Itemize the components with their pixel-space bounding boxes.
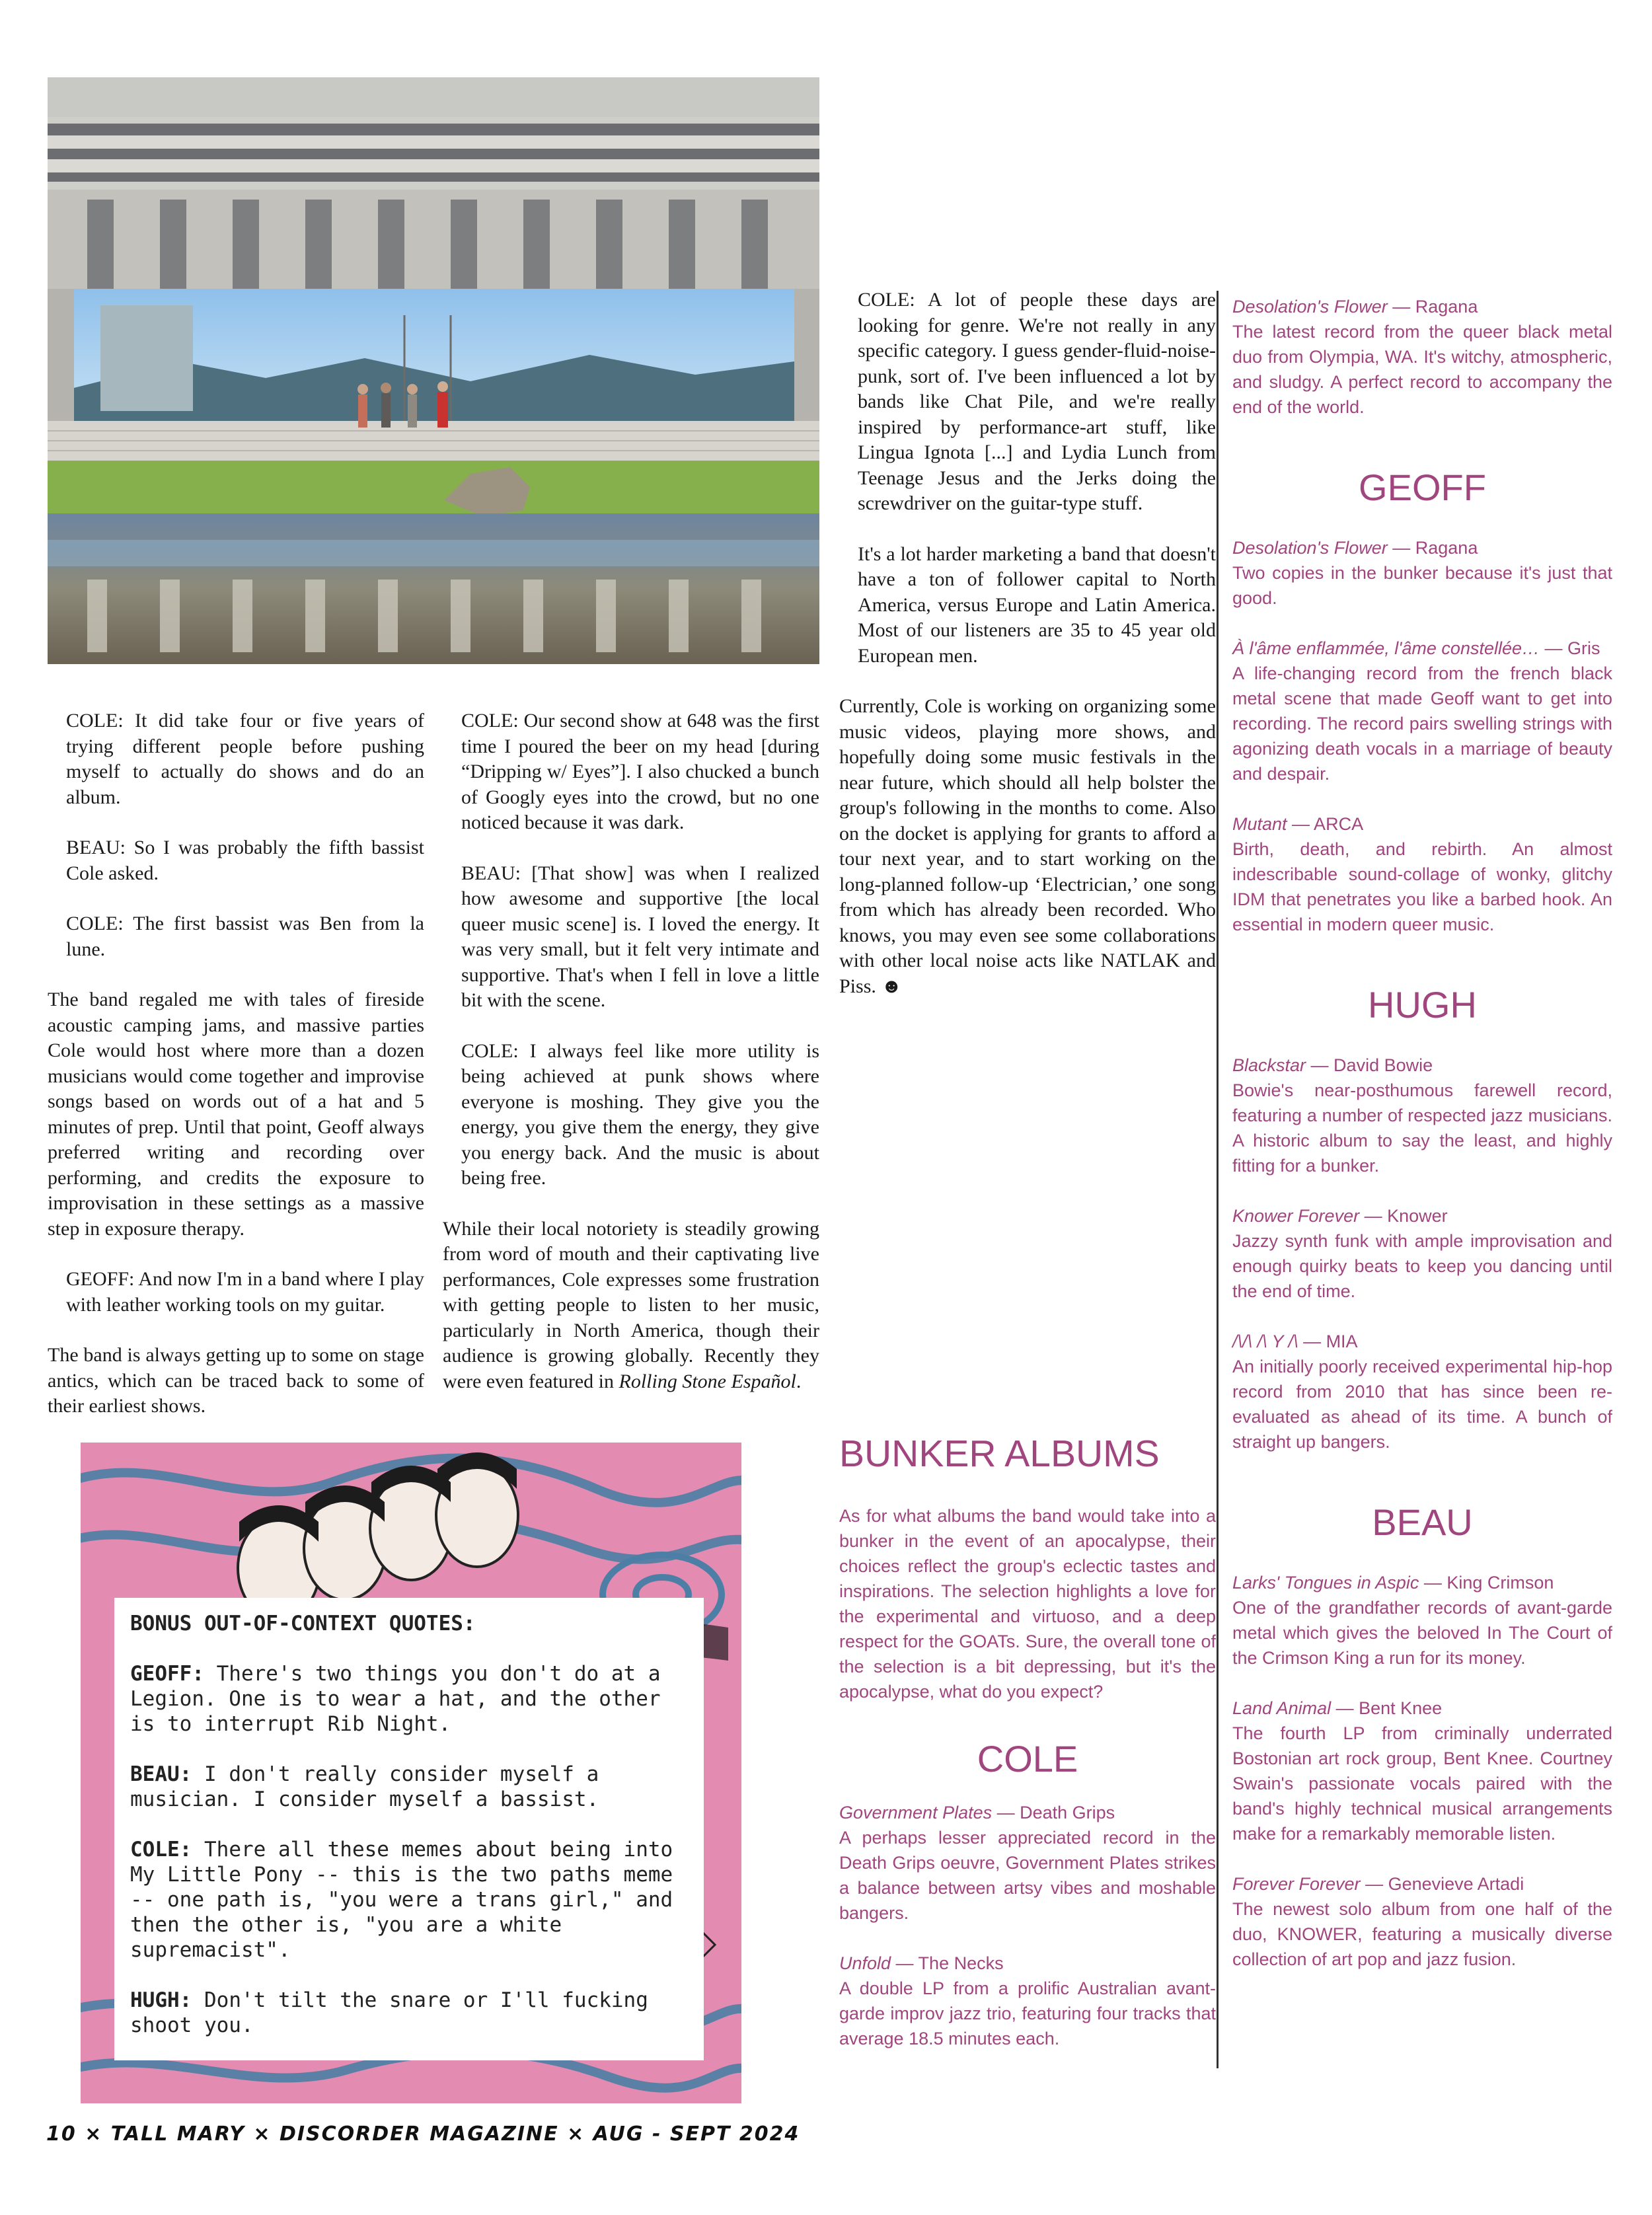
interview-quote: GEOFF: And now I'm in a band where I play with leather working tools on my guitar. <box>66 1268 424 1316</box>
end-mark-icon: ☻ <box>881 975 902 997</box>
interview-quote: COLE: A lot of people these days are looking for genre. We're not really in any specific category. I guess gender-fluid-noise-punk, sort of. I've been influenced a lot by bands like Chat Pile, and we're really inspired by performance-art stuff, like Lingua Ignota [...] and Lydia Lunch from Teenage Jesus and the Jerks doing the screwdriver on the guitar-type stuff. <box>858 289 1216 514</box>
album-entry: Land Animal — Bent Knee The fourth LP from criminally underrated Bostonian art rock group, Bent Knee. Courtney Swain's passionate vocals paired with the band's highly technical musical arrangements make for a remarkably memorable listen. <box>1232 1698 1612 1844</box>
album-entry: Larks' Tongues in Aspic — King Crimson One of the grandfather records of avant-garde metal which gives the beloved In The Court of the Crimson King a run for its money. <box>1232 1573 1612 1668</box>
hugh-heading: HUGH <box>1368 984 1477 1026</box>
interview-quote: COLE: It did take four or five years of trying different people before pushing myself to actually do shows and do an album. <box>66 710 424 808</box>
album-entry: Desolation's Flower — Ragana Two copies in the bunker because it's just that good. <box>1232 538 1612 608</box>
album-entry: Forever Forever — Genevieve Artadi The newest solo album from one half of the duo, KNOWER, featuring a musically diverse collection of art pop and jazz fusion. <box>1232 1874 1612 1969</box>
middle-column <box>443 708 819 1419</box>
bunker-right-column <box>1232 294 1612 1997</box>
magazine-title: Rolling Stone Español <box>619 1370 796 1392</box>
page-footer: 10 × TALL MARY × DISCORDER MAGAZINE × AUG - SEPT 2024 <box>46 2122 800 2146</box>
cole-heading: COLE <box>977 1738 1078 1780</box>
interview-quote: COLE: Our second show at 648 was the first time I poured the beer on my head [during “Dripping w/ Eyes”]. I also chucked a bunch of Googly eyes into the crowd, but no one noticed because it was dark. <box>461 710 819 833</box>
right-column-body <box>839 694 1216 1024</box>
album-entry: Blackstar — David Bowie Bowie's near-posthumous farewell record, featuring a number of respected jazz musicians. A historic album to say the least, and highly fitting for a bunker. <box>1232 1055 1612 1176</box>
interview-quote: COLE: I always feel like more utility is being achieved at punk shows where everyone is moshing. They give you the energy, you give them the energy, they give you energy back. And the music is about being free. <box>461 1039 819 1189</box>
album-entry: Desolation's Flower — Ragana The latest record from the queer black metal duo from Olympia, WA. It's witchy, atmospheric, and sludgy. A perfect record to accompany the end of the world. <box>1232 297 1612 417</box>
right-column-top <box>839 287 1216 694</box>
quotes-heading: BONUS OUT-OF-CONTEXT QUOTES: <box>130 1612 476 1635</box>
bunker-heading: BUNKER ALBUMS <box>839 1433 1160 1475</box>
album-entry: Knower Forever — Knower Jazzy synth funk with ample improvisation and enough quirky beats to keep you dancing until the end of time. <box>1232 1206 1612 1301</box>
quote-hugh: HUGH: Don't tilt the snare or I'll fucking shoot you. <box>130 1988 648 2037</box>
body-paragraph: The band regaled me with tales of fireside acoustic camping jams, and massive parties Cole would host where more than a dozen musicians would come together and improvise songs based on words out of a hat and 5 minutes of prep. Until that point, Geoff always preferred writing and recording over performing, and credits the exposure to improvisation in these settings as a massive step in exposure therapy. <box>48 989 424 1240</box>
interview-quote: BEAU: So I was probably the fifth bassist Cole asked. <box>66 837 424 884</box>
column-divider <box>1217 291 1219 2068</box>
interview-quote: BEAU: [That show] was when I realized how awesome and supportive [the local queer music scene] is. I loved the energy. It was very small, but it felt very intimate and supportive. That's when I fell in love a little bit with the scene. <box>461 862 819 1011</box>
album-entry: À l'âme enflammée, l'âme constellée… — Gris A life-changing record from the french black metal scene that made Geoff want to get into recording. The record pairs swelling strings with agonizing death vocals in a marriage of beauty and despair. <box>1232 638 1612 784</box>
body-paragraph: Currently, Cole is working on organizing some music videos, playing more shows, and hopefully doing some music festivals in the near future, which should all help bolster the group's following in the months to come. Also on the docket is applying for grants to afford a tour next year, and to start working on the long-planned follow-up ‘Electrician,’ one song from which has already been recorded. Who knows, you may even see some collaborations with other local noise acts like NATLAK and Piss. ☻ <box>839 695 1216 997</box>
quote-cole: COLE: There all these memes about being into My Little Pony -- this is the two paths meme -- one path is, "you were a trans girl," and then the other is, "you are a white supremacist". <box>130 1838 673 1962</box>
album-entry: /\/\ /\ Y /\ — MIA An initially poorly received experimental hip-hop record from 2010 that has since been re-evaluated as ahead of its time. A bunch of straight up bangers. <box>1232 1332 1612 1452</box>
interview-quote: It's a lot harder marketing a band that doesn't have a ton of follower capital to North America, versus Europe and Latin America. Most of our listeners are 35 to 45 year old European men. <box>858 543 1216 667</box>
album-entry: Unfold — The Necks A double LP from a prolific Australian avant-garde improv jazz trio, featuring four tracks that average 18.5 minutes each. <box>839 1953 1216 2048</box>
geoff-heading: GEOFF <box>1359 467 1486 508</box>
band-photo <box>48 77 819 664</box>
beau-heading: BEAU <box>1372 1501 1473 1543</box>
interview-quote: COLE: The first bassist was Ben from la lune. <box>66 913 424 960</box>
bunker-intro: As for what albums the band would take into a bunker in the event of an apocalypse, their choices reflect the group's eclectic tastes and inspirations. The selection highlights a love for the experimental and virtuoso, and a deep respect for the GOATs. Sure, the overall tone of the selection is a bit depressing, but it's the apocalypse, what do you expect? <box>839 1506 1216 1702</box>
left-column <box>48 708 424 1445</box>
quotes-box <box>114 1598 704 2060</box>
body-paragraph: While their local notoriety is steadily growing from word of mouth and their captivating live performances, Cole expresses some frustration with getting people to listen to her music, particularly in North America, though their audience is growing globally. Recently they were even featured in Rolling Stone Español. <box>443 1217 819 1392</box>
album-entry: Mutant — ARCA Birth, death, and rebirth. An almost indescribable sound-collage of wonky, glitchy IDM that penetrates you like a barbed hook. An essential in modern queer music. <box>1232 814 1612 934</box>
body-paragraph: The band is always getting up to some on stage antics, which can be traced back to some of their earliest shows. <box>48 1344 424 1417</box>
bunker-section <box>839 1431 1216 2076</box>
quote-beau: BEAU: I don't really consider myself a musician. I consider myself a bassist. <box>130 1762 599 1811</box>
album-entry: Government Plates — Death Grips A perhaps lesser appreciated record in the Death Grips oeuvre, Government Plates strikes a balance between artsy vibes and moshable bangers. <box>839 1803 1216 1923</box>
quote-geoff: GEOFF: There's two things you don't do at a Legion. One is to wear a hat, and the other is to interrupt Rib Night. <box>130 1662 661 1736</box>
